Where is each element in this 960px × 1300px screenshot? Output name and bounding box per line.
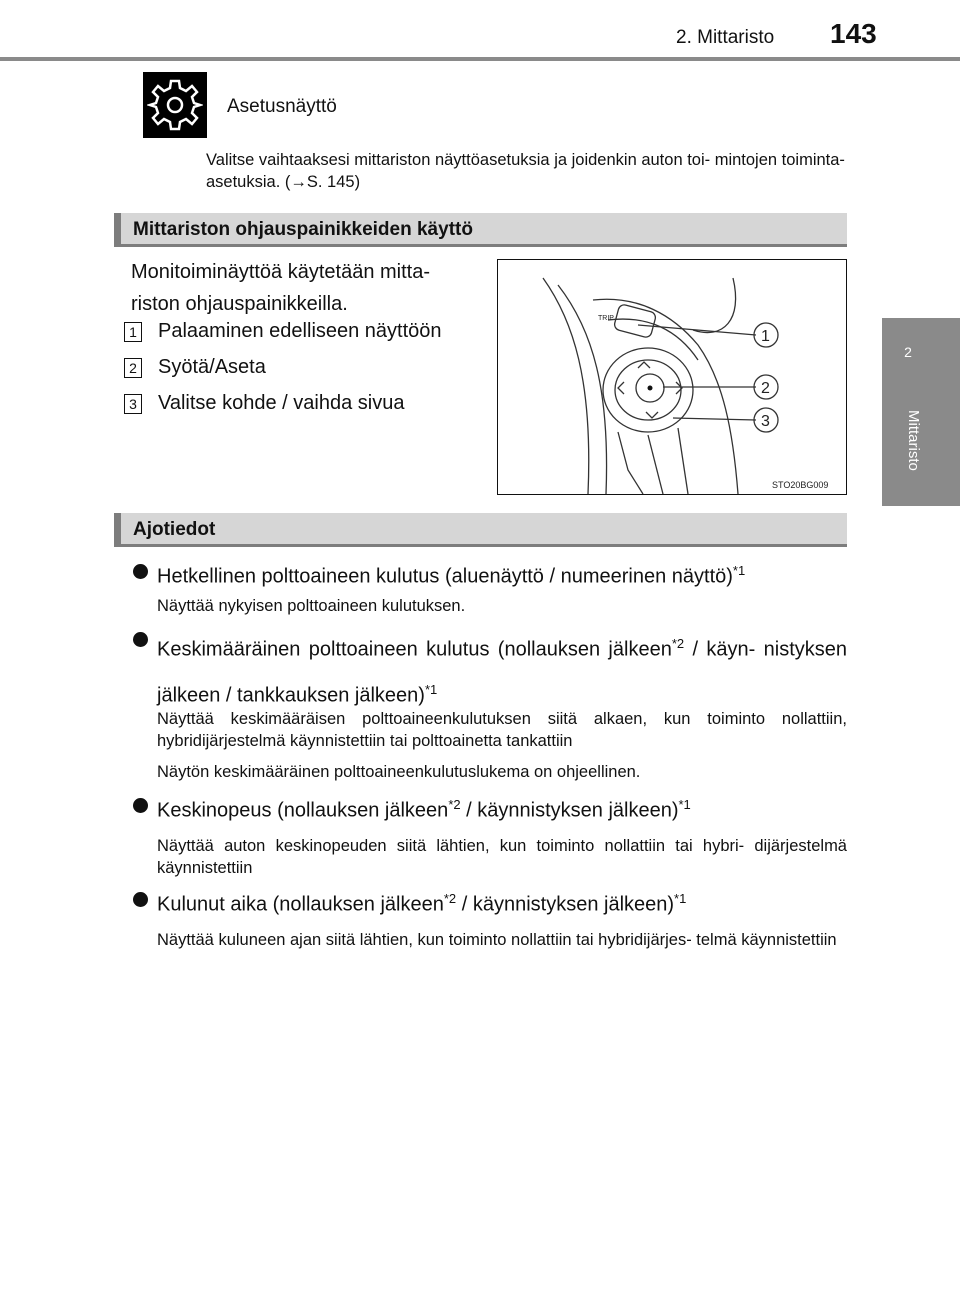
settings-gear-icon: [143, 72, 207, 138]
callout-number: 1: [761, 328, 770, 345]
chapter-title: 2. Mittaristo: [676, 27, 775, 48]
item-number: 2: [124, 358, 142, 378]
bullet-note: Näytön keskimääräinen polttoaineenkulutuslukema on ohjeellinen.: [157, 763, 641, 781]
section-heading-trip: [114, 513, 847, 547]
figure-code: STO20BG009: [772, 480, 829, 490]
item-label: Palaaminen edelliseen näyttöön: [158, 320, 442, 342]
item-number: 3: [124, 394, 142, 414]
section-heading-controls: [114, 213, 847, 247]
bullet-description: Näyttää kuluneen ajan siitä lähtien, kun toiminto nollattiin tai hybridijärjes- telmä käynnistettiin: [157, 931, 837, 949]
item-number: 1: [124, 322, 142, 342]
bullet-title: Keskinopeus (nollauksen jälkeen$^{*2}$ / käynnistyksen jälkeen)$^{*1}$: [157, 797, 691, 822]
settings-title: Asetusnäyttö: [227, 96, 337, 117]
item-label: Valitse kohde / vaihda sivua: [158, 392, 405, 414]
steering-switch-illustration: [498, 260, 846, 494]
bullet-icon: [133, 632, 148, 647]
side-tab-number: 2: [904, 344, 912, 360]
bullet-description: Näyttää nykyisen polttoaineen kulutuksen.: [157, 597, 466, 615]
bullet-icon: [133, 564, 148, 579]
bullet-description: Näyttää auton keskinopeuden siitä lähtien, kun toiminto nollattiin tai hybri- dijärjestelmä käynnistettiin: [157, 837, 847, 877]
header-rule: [0, 57, 960, 61]
bullet-description: Näyttää keskimääräisen polttoaineenkulutuksen siitä alkaen, kun toiminto nollattiin, hybridijärjestelmä käynnistettiin tai polttoainetta tankattiin: [157, 710, 847, 750]
controls-intro: Monitoiminäyttöä käytetään mitta- riston ohjauspainikkeilla.: [131, 261, 431, 315]
page-number: 143: [830, 18, 877, 49]
section-heading-text: Mittariston ohjauspainikkeiden käyttö: [133, 219, 473, 240]
trip-button-label: TRIP: [598, 315, 614, 322]
bullet-icon: [133, 892, 148, 907]
callout-number: 3: [761, 413, 770, 430]
steering-switch-figure: [497, 259, 847, 495]
bullet-icon: [133, 798, 148, 813]
bullet-title: Keskimääräinen polttoaineen kulutus (nollauksen jälkeen$^{*2}$ / käyn- nistyksen jälkeen / tankkauksen jälkeen)$^{*1}$: [157, 636, 847, 707]
side-tab-label: Mittaristo: [905, 410, 922, 471]
bullet-title: Hetkellinen polttoaineen kulutus (aluenäyttö / numeerinen näyttö)$^{*1}$: [157, 563, 746, 588]
bullet-title: Kulunut aika (nollauksen jälkeen$^{*2}$ / käynnistyksen jälkeen)$^{*1}$: [157, 891, 687, 916]
callout-number: 2: [761, 380, 770, 397]
section-heading-text: Ajotiedot: [133, 519, 216, 540]
item-label: Syötä/Aseta: [158, 356, 266, 378]
settings-description: Valitse vaihtaaksesi mittariston näyttöasetuksia ja joidenkin auton toi- mintojen toiminta-asetuksia. (→S. 145): [206, 151, 845, 191]
